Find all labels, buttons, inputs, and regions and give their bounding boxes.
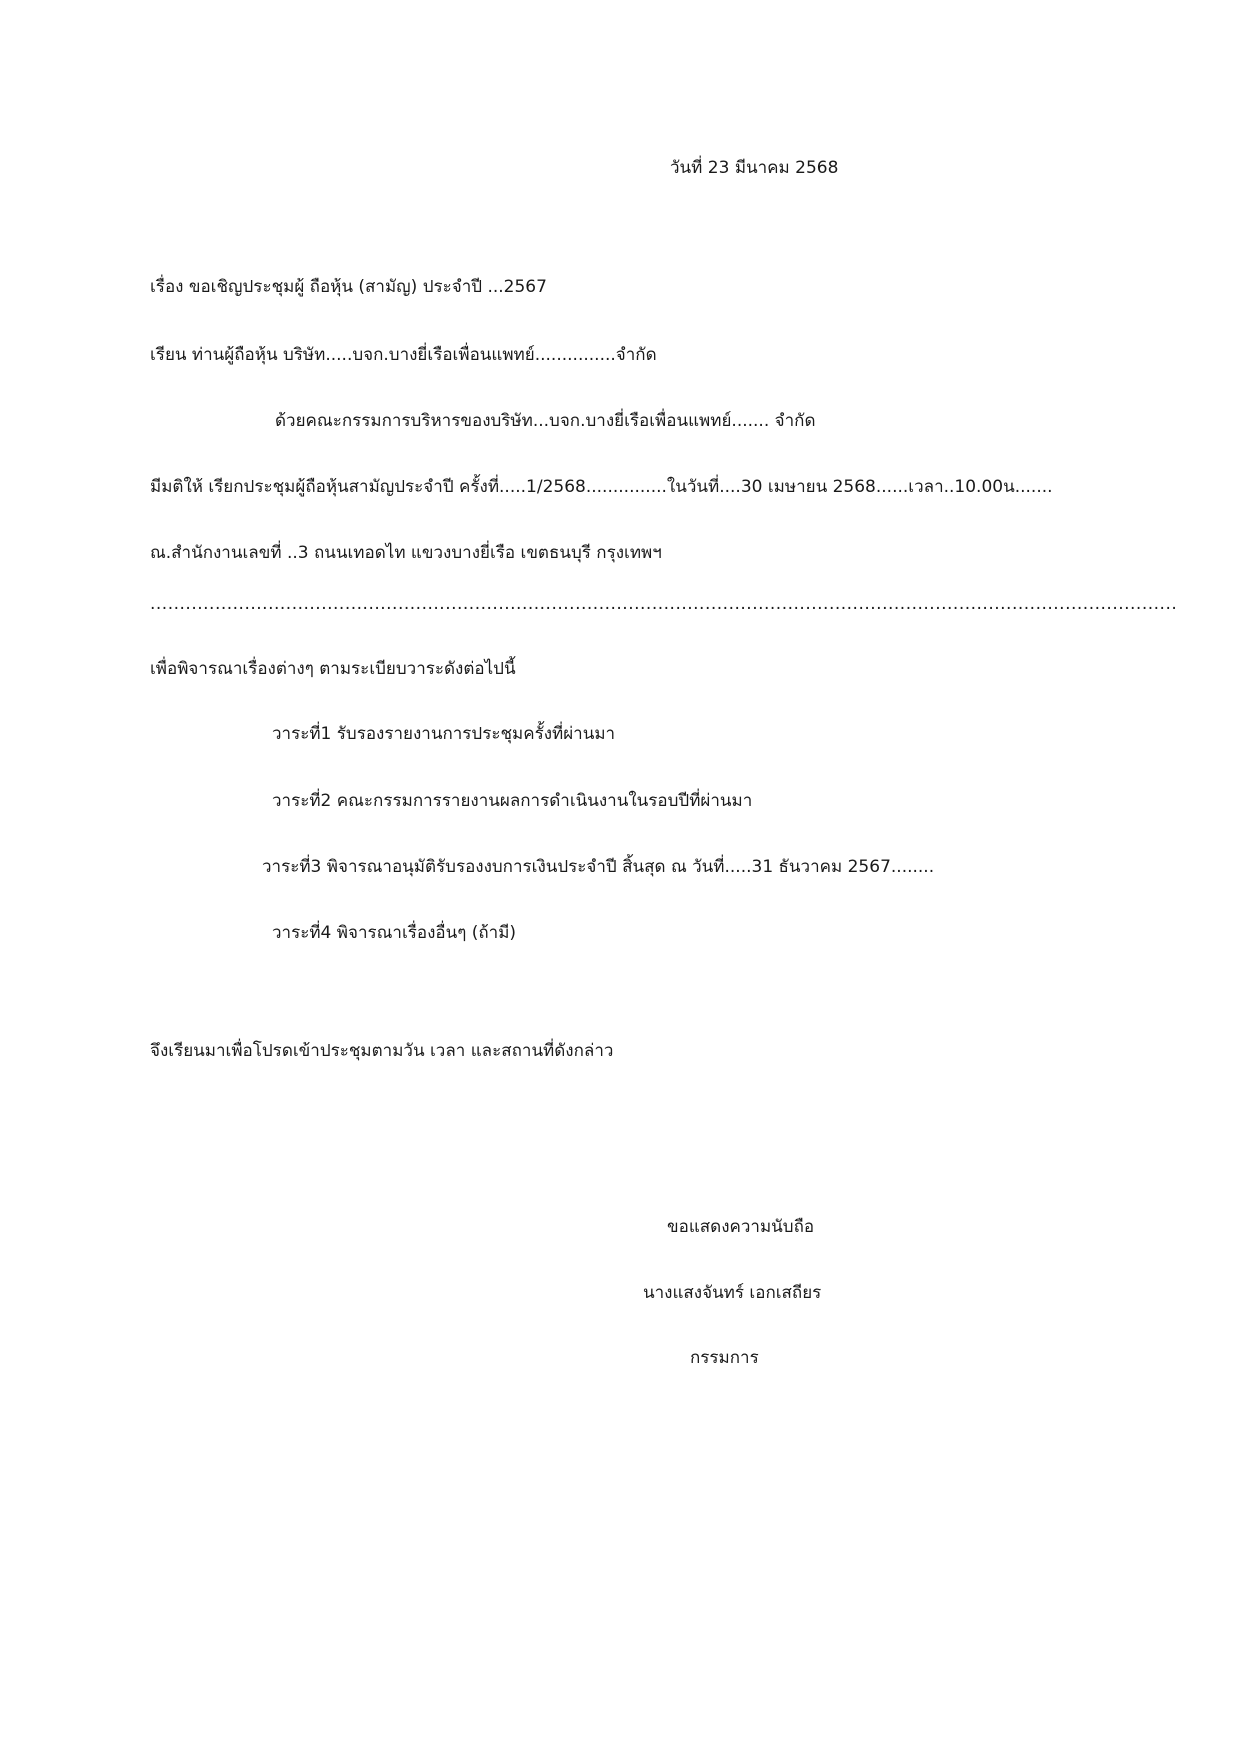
letter-recipient: เรียน ท่านผู้ถือหุ้น บริษัท.....บจก.บางยี่เรือเพื่อนแพทย์...............จำกัด <box>150 345 657 365</box>
agenda-item-3: วาระที่3 พิจารณาอนุมัติรับรองงบการเงินประจำปี สิ้นสุด ณ วันที่.....31 ธันวาคม 2567........ <box>262 857 935 877</box>
agenda-item-4: วาระที่4 พิจารณาเรื่องอื่นๆ (ถ้ามี) <box>272 923 517 943</box>
letter-closing: จึงเรียนมาเพื่อโปรดเข้าประชุมตามวัน เวลา และสถานที่ดังกล่าว <box>150 1041 614 1061</box>
letter-subject: เรื่อง ขอเชิญประชุมผู้ ถือหุ้น (สามัญ) ประจำปี ...2567 <box>150 277 547 297</box>
letter-resolution: มีมติให้ เรียกประชุมผู้ถือหุ้นสามัญประจำปี ครั้งที่.....1/2568...............ในวันที่....30 เมษายน 2568......เวลา..10.00น....... <box>150 477 1053 497</box>
letter-date: วันที่ 23 มีนาคม 2568 <box>670 158 839 178</box>
agenda-item-1: วาระที่1 รับรองรายงานการประชุมครั้งที่ผ่านมา <box>272 724 616 744</box>
agenda-item-2: วาระที่2 คณะกรรมการรายงานผลการดำเนินงานในรอบปีที่ผ่านมา <box>272 791 753 811</box>
signer-title: กรรมการ <box>690 1348 759 1368</box>
agenda-intro: เพื่อพิจารณาเรื่องต่างๆ ตามระเบียบวาระดังต่อไปนี้ <box>150 659 516 679</box>
letter-intro: ด้วยคณะกรรมการบริหารของบริษัท...บจก.บางยี่เรือเพื่อนแพทย์....... จำกัด <box>275 411 816 431</box>
letter-signoff: ขอแสดงความนับถือ <box>667 1217 815 1237</box>
venue-dotted-line: .............................................................................................................................................................................. <box>150 594 1178 614</box>
signer-name: นางแสงจันทร์ เอกเสถียร <box>643 1283 822 1303</box>
letter-venue: ณ.สำนักงานเลขที่ ..3 ถนนเทอดไท แขวงบางยี่เรือ เขตธนบุรี กรุงเทพฯ <box>150 543 662 563</box>
